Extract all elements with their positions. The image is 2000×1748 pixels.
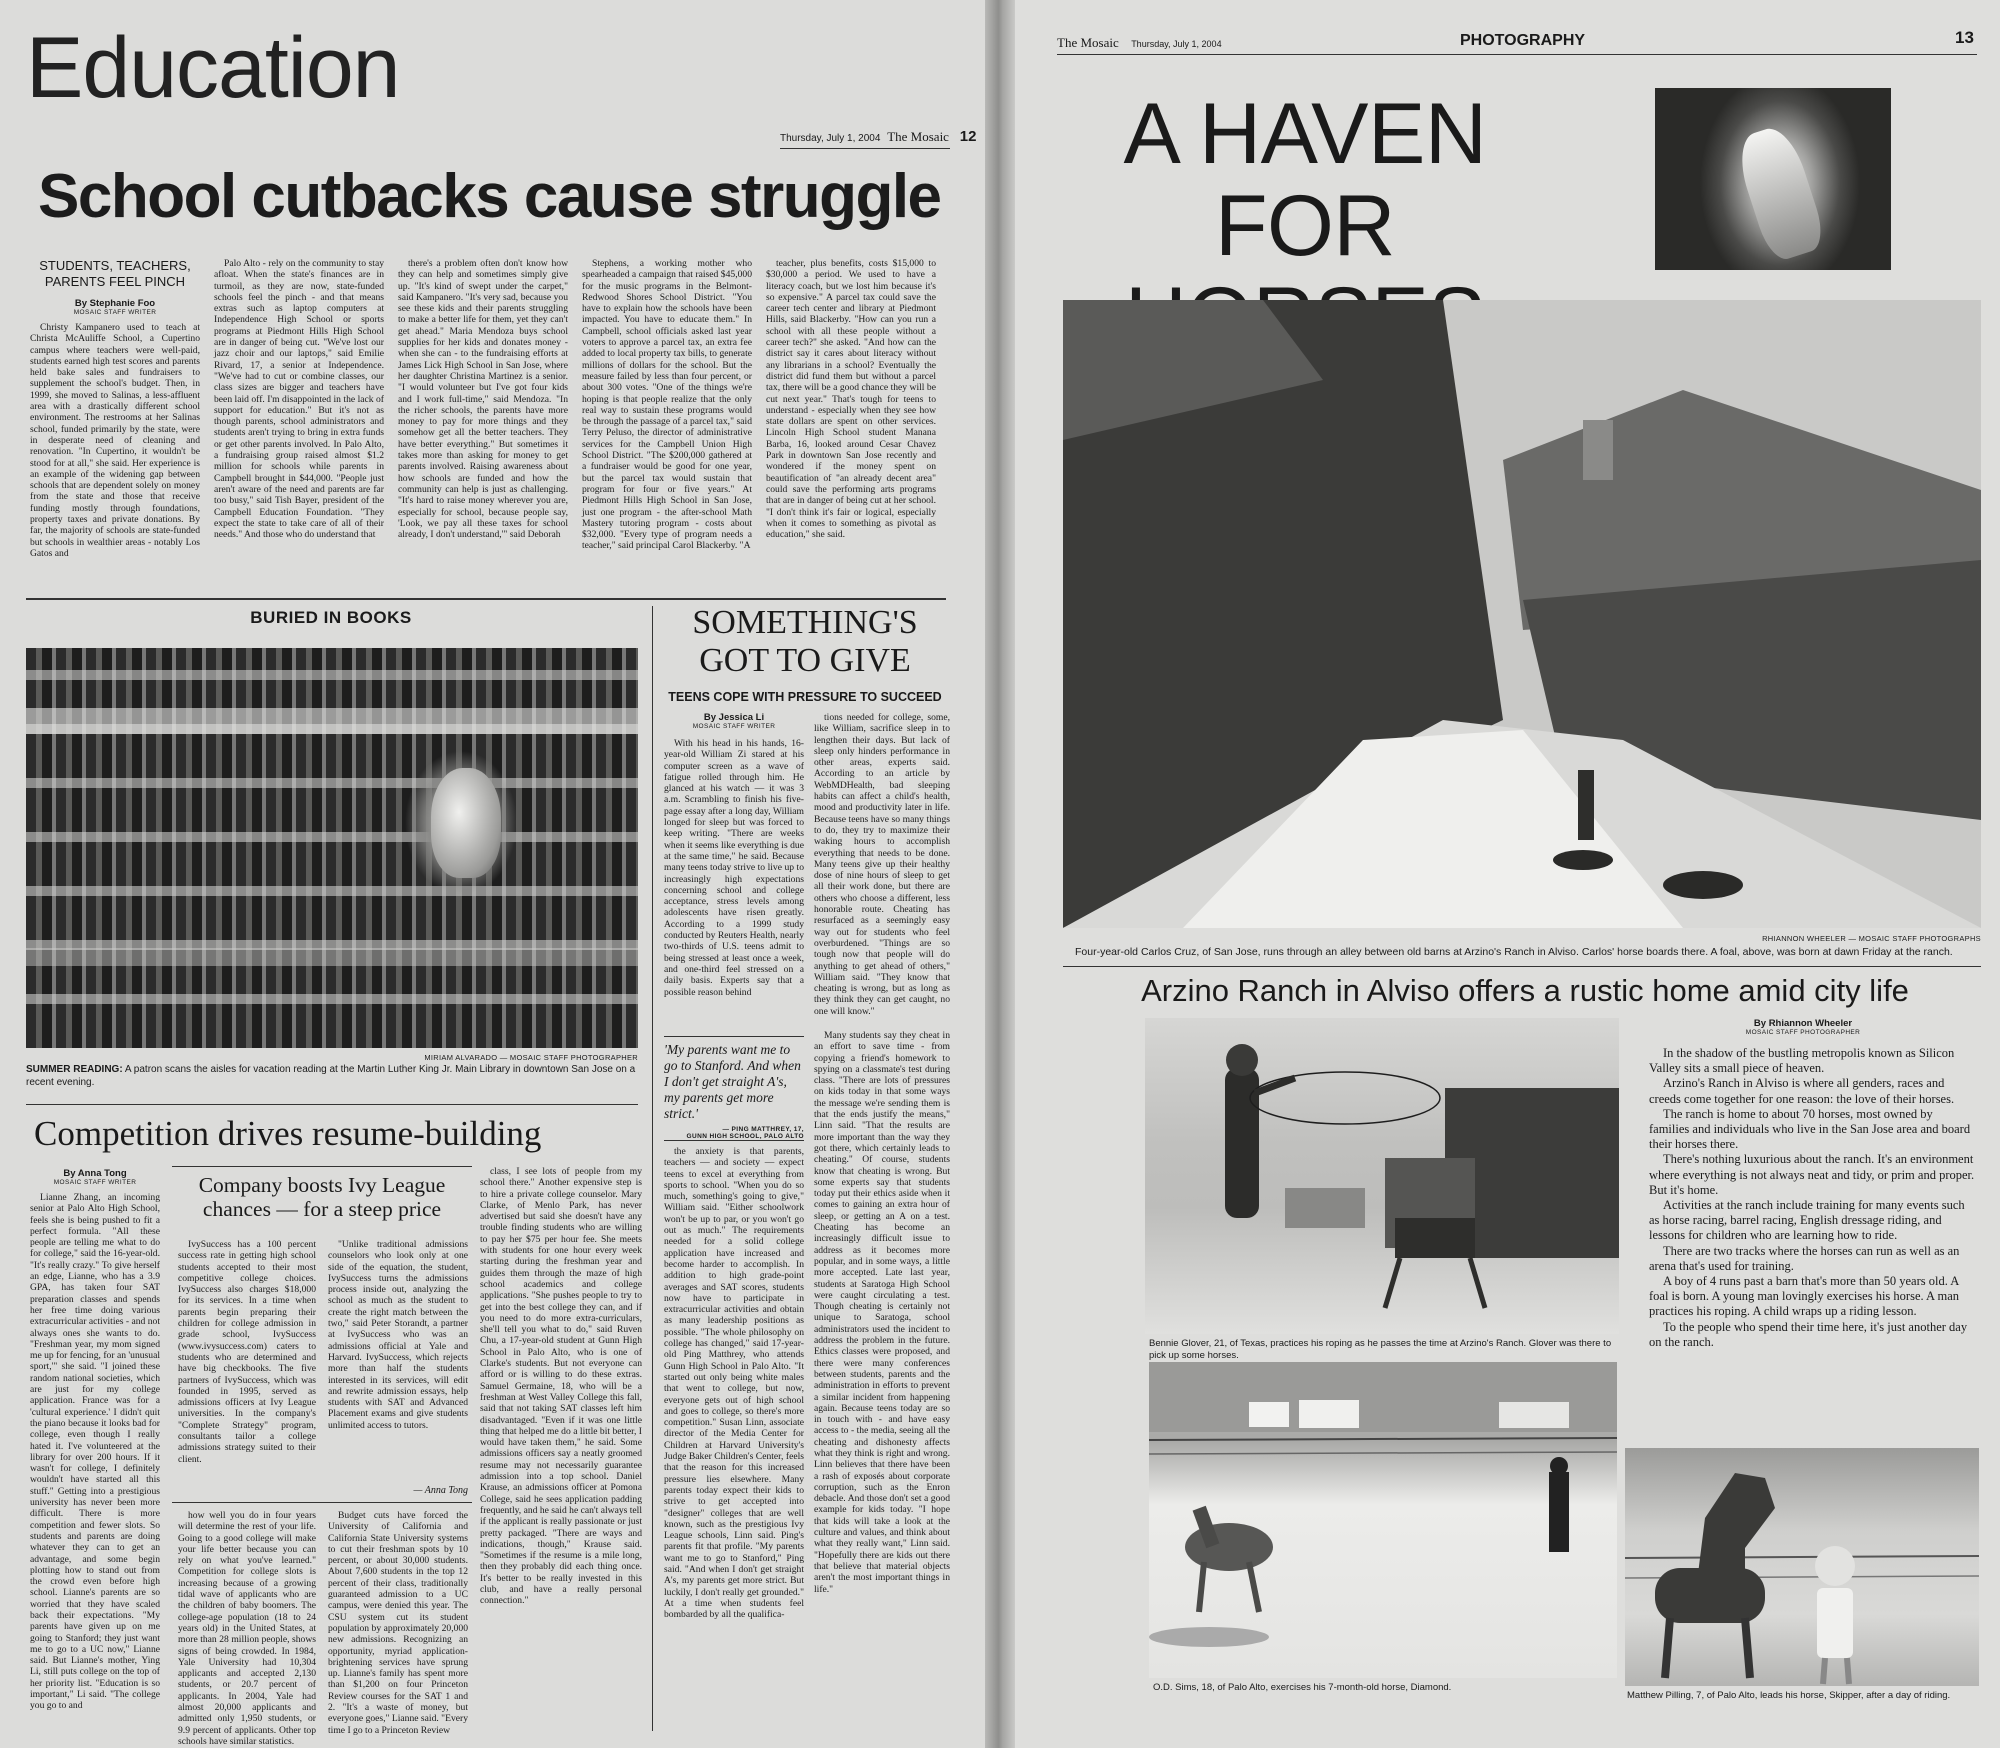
ranch-paragraph: Activities at the ranch include training for many events such as horse racing, barrel racing, English dressage riding, and lessons for children who are learning how to ride. (1649, 1198, 1965, 1243)
something-staff: MOSAIC STAFF WRITER (692, 723, 776, 730)
pullquote-text: 'My parents want me to go to Stanford. And when I don't get straight A's, my parents get more strict.' (664, 1042, 801, 1121)
patron-face (431, 768, 501, 878)
ranch-paragraph: A boy of 4 runs past a barn that's more than 50 years old. A foal is born. A young man lovingly exercises his horse. A man practices his roping. A child wraps up a riding lesson. (1649, 1274, 1960, 1319)
right-folio-paper: The Mosaic (1057, 35, 1119, 50)
company-headline: Company boosts Ivy League chances — for a steep price (198, 1173, 446, 1221)
main-subhead: STUDENTS, TEACHERS, PARENTS FEEL PINCH (39, 258, 191, 289)
pullquote-attr-1: — PING MATTHREY, 17, (722, 1126, 804, 1133)
library-photo-credit: MIRIAM ALVARADO — MOSAIC STAFF PHOTOGRAPHER (424, 1053, 638, 1062)
vertical-rule (652, 606, 653, 1731)
pilling-photo (1625, 1448, 1979, 1686)
something-col-1-cont (664, 1146, 804, 1736)
pullquote (664, 1042, 804, 1140)
competition-byline-block (30, 1168, 160, 1186)
paragraph: there's a problem often don't know how they can help and sometimes simply give up. "It's kind of swept under the carpet," said Kampanero. "It's very sad, because you see these kids and their parents struggling to make a better life for them, yet they can't get ahead." Maria Mendoza buys school supplies for her kids and donates money - when she can - to the fundraising efforts at James Lick High School in San Jose, where her daughter Christina Martinez is a senior. "I would volunteer but I've got four kids and I work full-time," said Mendoza. "In the richer schools, the parents have more money to pay for more things and they somehow get all the better teachers. They have better everything." But sometimes it takes more than asking for money to get parents involved. Raising awareness about how schools are funded and how the community can help is just as challenging. "It's hard to raise money wherever you are, especially for school, because people say, 'Look, we pay all these taxes for school already, I don't understand,'" said Deborah (398, 258, 568, 541)
ranch-subhead: Arzino Ranch in Alviso offers a rustic home amid city life (1141, 973, 1909, 1008)
ranch-paragraph: To the people who spend their time here, it's just another day on the ranch. (1649, 1319, 1968, 1349)
company-col-2 (328, 1239, 468, 1484)
competition-col-2 (178, 1510, 316, 1747)
right-folio-date: Thursday, July 1, 2004 (1131, 39, 1222, 49)
foal-head (1731, 122, 1828, 264)
main-staff: MOSAIC STAFF WRITER (73, 309, 157, 316)
something-headline-line-1: SOMETHING'S (692, 604, 918, 641)
roping-photo (1145, 1018, 1619, 1334)
paragraph: Palo Alto - rely on the community to stay afloat. When the state's finances are in turmoil, as they are now, state-funded schools feel the pinch - and that means extras such as laptop computers at Independence High School or sports programs at Piedmont Hills High School are in danger of being cut. "We've lost our jazz choir and our laptops," said Emilie Rivard, 17, a senior at Independence. "We've had to cut or combine classes, our class sizes are bigger and teachers have been laid off. I'm disappointed in the lack of support for education." But it's not as though parents, school administrators and students aren't trying to bring in extra funds or get other parents involved. In Palo Alto, a fundraising group raised almost $1.2 million for schools while parents in Campbell brought in $44,000. "People just aren't aware of the need and parents are far too busy," said Tish Bayer, president of the Campbell Education Foundation. "They expect the state to take care of all of their needs." And those who do understand that (214, 258, 384, 541)
library-caption-lead: SUMMER READING: (26, 1064, 123, 1075)
haven-title-line-2: FOR (1214, 178, 1396, 274)
ranch-byline: By Rhiannon Wheeler (1753, 1018, 1853, 1029)
something-col-1 (664, 738, 804, 1022)
paragraph: "Unlike traditional admissions counselors who look only at one side of the equation, the student, IvySuccess turns the admissions process inside out, analyzing the school as much as the student to create the right match between the two," said Peter Storandt, a partner at IvySuccess who was an admissions official at Yale and Harvard. IvySuccess, which rejects more than half the students interested in its services, will edit and rewrite admission essays, help students with SAT and Advanced Placement exams and give students unlimited access to tutors. (328, 1239, 468, 1431)
barn-alley-photo (1063, 300, 1981, 928)
paragraph: the anxiety is that parents, teachers — and society — expect teens to excel at everything from sports to school. "When you do so much, something's going to give," William said. "Either schoolwork won't be up to par, or you won't go out as much." The requirements needed for a solid college application have increased and become harder to accomplish. In addition to high grade-point averages and SAT scores, students now have to participate in extracurricular activities and obtain as many leadership positions as possible. "The whole philosophy on college has changed," said 17-year-old Ping Matthrey, who attends Gunn High School in Palo Alto. "It started out only being white males that went to college, but now, everyone gets out of high school and goes to college, so there's more competition." Susan Linn, associate director of the Media Center for Children at Harvard University's Judge Baker Children's Center, feels that the reason for this increased pressure lies elsewhere. Many parents today expect their kids to strive to get accepted into "designer" colleges that are well known, such as the prestigious Ivy League schools, Linn said. Ping's parents fit that profile. "My parents want me to go to Stanford," Ping said. "And when I don't get straight A's, my parents get more strict. But luckily, I don't really get grounded." At a time when students feel bombarded by all the qualifica- (664, 1146, 804, 1621)
main-story-col-4 (582, 258, 752, 590)
main-story-col-1 (30, 322, 200, 590)
ranch-paragraph: In the shadow of the bustling metropolis known as Silicon Valley sits a small piece of heaven. (1649, 1046, 1955, 1076)
ranch-paragraph: There are two tracks where the horses can run as well as an arena that's used for training. (1649, 1243, 1960, 1273)
main-byline-block (30, 298, 200, 316)
folio-date: Thursday, July 1, 2004 (780, 133, 881, 144)
library-caption (26, 1064, 638, 1089)
competition-headline: Competition drives resume-building (34, 1114, 542, 1153)
library-caption-text: A patron scans the aisles for vacation reading at the Martin Luther King Jr. Main Library in downtown San Jose on a recent evening. (26, 1064, 636, 1088)
something-byline: By Jessica Li (703, 712, 765, 723)
paragraph: Many students say they cheat in an effort to save time - from copying a friend's homework to spying on a classmate's test during class. "There are lots of pressures on kids today in that some ways the message we're sending them is that the ends justify the means," Linn said. "That the results are more important than the way they got there, which certainly leads to cheating." Of course, students know that cheating is wrong. But some experts say that students today put their ethics aside when it comes to gaining an extra hour of sleep, or getting an A on a test. Cheating has become an increasingly difficult issue to address as it becomes more popular, and in some ways, a little more accepted. Late last year, students at Saratoga High School were caught circulating a test. Though cheating is certainly not unique to Saratoga, school administrators used the incident to address the problem in the future. Ethics classes were proposed, and there were many conferences between students, parents and the administration in efforts to prevent a similar incident from happening again. Because teens today are so in touch with - and have easy access to - the media, seeing all the cheating and dishonesty affects what they think is right and wrong. Linn believes that there have been a rash of exposés about corporate corruption, such as the Enron debacle. And those don't set a good example for kids today. "I hope that kids will take a look at the culture and values, and think about what they really want," Linn said. "Hopefully there are kids out there that believe that material objects aren't the most important things in life." (814, 1030, 950, 1595)
pilling-illustration (1625, 1448, 1979, 1686)
right-section-label: PHOTOGRAPHY (1460, 32, 1586, 49)
something-col-2-cont (814, 1030, 950, 1736)
haven-title-line-1: A HAVEN (1123, 86, 1487, 182)
caption-rule-right (1063, 966, 1981, 967)
right-folio-rule (1057, 54, 1977, 55)
main-photo-caption: Four-year-old Carlos Cruz, of San Jose, runs through an alley between old barns at Arzino's Ranch in Alviso. Carlos' horse boards there. A foal, above, was born at dawn Friday at the ranch. (1075, 946, 1953, 958)
buried-label: BURIED IN BOOKS (250, 608, 412, 627)
pullquote-rule-top (664, 1036, 804, 1037)
section-title: Education (26, 20, 400, 116)
pullquote-attr-2: GUNN HIGH SCHOOL, PALO ALTO (686, 1133, 804, 1140)
paragraph: how well you do in four years will determine the rest of your life. Going to a good college will make your life better because you can rely on what you've learned." Competition for college slots is increasing because of a growing tidal wave of applicants who are the children of baby boomers. The college-age population (18 to 24 years old) in the United States, at more than 28 million people, shows signs of being crowded. In 1984, Yale University had 10,304 applicants and accepted 2,130 students, or 20.7 percent of applicants. In 2004, Yale had almost 20,000 applicants and admitted only 1,950 students, or 9.9 percent of applicants. Other top schools have similar statistics. (178, 1510, 316, 1747)
competition-col-4 (480, 1166, 642, 1736)
competition-staff: MOSAIC STAFF WRITER (53, 1179, 137, 1186)
right-page-number: 13 (1955, 28, 1974, 47)
company-box (172, 1166, 472, 1501)
roping-caption: Bennie Glover, 21, of Texas, practices his roping as he passes the time at Arzino's Ranch. Glover was there to pick up some horses. (1149, 1338, 1612, 1361)
page-gutter (985, 0, 1015, 1748)
left-page (0, 0, 985, 1748)
something-subhead: TEENS COPE WITH PRESSURE TO SUCCEED (668, 690, 942, 704)
main-photo-credit: RHIANNON WHEELER — MOSAIC STAFF PHOTOGRAPHS (1762, 934, 1981, 943)
library-photo (26, 648, 638, 1048)
main-story-col-2 (214, 258, 384, 590)
something-col-2 (814, 712, 950, 1026)
roping-illustration (1145, 1018, 1619, 1334)
right-folio (1057, 34, 1222, 52)
competition-col-1 (30, 1192, 160, 1737)
main-headline: School cutbacks cause struggle (38, 162, 941, 231)
sims-illustration (1149, 1362, 1617, 1678)
paragraph: teacher, plus benefits, costs $15,000 to $30,000 a period. We used to have a literacy coach, but we lost him because it's so expensive." A parcel tax could save the career tech center and library at Piedmont Hills, said Blackerby. "How can you run a school with all these people without a career tech?" she asked. "And how can the district say it cares about literacy without any librarians in a school? Eventually the district did fund them but without a parcel tax, there will be a good chance they will be cut next year." That's tough for teens to understand - especially when they see how state dollars are spent on other services. Lincoln High School student Manana Barba, 16, looked around Cesar Chavez Park in downtown San Jose recently and wondered if the money spent on beautification of "an already decent area" could save the performing arts programs that are in danger of being cut at her school. "I don't think it's fair or logical, especially when it comes to something as pivotal as education," she said. (766, 258, 936, 541)
ranch-byline-block (1631, 1018, 1975, 1036)
something-headline (660, 604, 950, 680)
folio-rule (780, 148, 950, 149)
paragraph: Stephens, a working mother who spearheaded a campaign that raised $45,000 for the music programs in the Belmont-Redwood Shores School District. "You have to explain how the schools have been impacted. You have to educate them." In Campbell, school officials asked last year voters to approve a parcel tax, an extra fee added to local property tax bills, to generate millions of dollars for the school. But the measure failed by less than four percent, or about 300 votes. "One of the things we're hoping is that people realize that the only real way to sustain these programs would be through the passage of a parcel tax," said Terry Peluso, the director of administrative services for the Campbell Union High School District. "The $200,000 gathered at a fundraiser would be good for one year, but the parcel tax would sustain that program for four or five years." At Piedmont Hills High School in San Jose, just one program - the after-school Math Mastery tutoring program - costs about $32,000. "Every type of program needs a teacher," said principal Carol Blackerby. "A (582, 258, 752, 552)
section-rule (26, 598, 946, 600)
paragraph: class, I see lots of people from my school there." Another expensive step is to hire a private college counselor. Mary Clarke, of Menlo Park, has never advertised but said she doesn't have any trouble finding students who are willing to pay her $75 per hour fee. She meets with students for one hour every week starting during the freshman year and guides them through the maze of high school academics and college applications. "She pushes people to try to get into the best college they can, and if you need to do more extra-curriculars, she'll tell you what to do," said Ruven Chu, a 17-year-old student at Gunn High School in Palo Alto, who is one of Clarke's students. But not everyone can afford or is willing to do these extras. Samuel Germaine, 18, who will be a freshman at West Valley College this fall, said that not taking SAT classes left him disadvantaged. "Even if it was one little thing that helped me do a little bit better, I would have taken them," he said. Some admissions officers say a neatly groomed resume may not necessarily guarantee admission into a top school. Daniel Krause, an admissions officer at Pomona College, said he sees application padding frequently, and he said he can't always tell if the applicant is really passionate or just pretty packaged. "There are ways and indications, though," Krause said. "Sometimes if the resume is a mile long, then they probably did each thing once. It's better to be really invested in this club, and have a really personal connection." (480, 1166, 643, 1607)
competition-col-3 (328, 1510, 468, 1736)
main-story-col-3 (398, 258, 568, 590)
page-number: 12 (959, 128, 977, 145)
ranch-paragraph: The ranch is home to about 70 horses, most owned by families and individuals who live in the San Jose area and board their horses there. (1649, 1106, 1971, 1152)
company-col-1 (178, 1239, 316, 1497)
ranch-story (1649, 1046, 1975, 1350)
caption-rule (26, 1104, 638, 1105)
paragraph: Lianne Zhang, an incoming senior at Palo Alto High School, feels she is being pushed to fit a perfect formula. "All these people are telling me what to do for college," said the 16-year-old. "It's really crazy." To give herself an edge, Lianne, who has a 3.9 GPA, has taken four SAT preparation classes and spends her free time doing various extracurricular activities - and not always ones she wants to do. "Freshman year, my mom signed me up for fencing, for an 'unusual sport,'" she said. "I joined these random national societies, which are just for my college application. France was for a 'cultural experience.' I didn't quit the piano because it looks bad for college, even though I really hated it. I've volunteered at the library for over 200 hours. If it wasn't for college, I definitely wouldn't have started all this stuff." Getting into a prestigious university has never been more difficult. There is more competition and fewer slots. So students and parents are doing whatever they can to get an advantage, and some begin plotting how to stand out from the crowd even before high school. Lianne's parents are so worried that they have scaled back their expectations. "My parents have given up on me going to Stanford; they just want me to go to a UC now," Lianne said. But Lianne's mother, Ying Li, still puts college on the top of her priority list. "Education is so important," Li said. "The college you go to and (30, 1192, 160, 1712)
barn-alley-illustration (1063, 300, 1981, 928)
paragraph: IvySuccess has a 100 percent success rate in getting high school students accepted to their most competitive college choices. IvySuccess also charges $18,000 for its services. In a time when parents begin preparing their children for college admission in grade school, IvySuccess (www.ivysuccess.com) caters to students who are determined and have big checkbooks. The five partners of IvySuccess, which was founded in 1995, served as admissions officers at Ivy League universities. In the company's "Complete Strategy" program, consultants tailor a college admissions strategy suited to their client. (178, 1239, 316, 1465)
sims-caption: O.D. Sims, 18, of Palo Alto, exercises his 7-month-old horse, Diamond. (1153, 1682, 1452, 1693)
competition-byline: By Anna Tong (63, 1168, 127, 1179)
folio-paper: The Mosaic (887, 129, 949, 144)
ranch-paragraph: Arzino's Ranch in Alviso is where all genders, races and creeds come together for one reason: the love of their horses. (1649, 1076, 1955, 1106)
company-signoff: — Anna Tong (413, 1485, 468, 1496)
ranch-staff: MOSAIC STAFF PHOTOGRAPHER (1745, 1029, 1861, 1036)
pilling-caption: Matthew Pilling, 7, of Palo Alto, leads his horse, Skipper, after a day of riding. (1627, 1690, 1951, 1701)
right-page (1015, 0, 2000, 1748)
ranch-paragraph: There's nothing luxurious about the ranch. It's an environment where everything is not always neat and tidy, or prim and proper. But it's home. (1649, 1152, 1975, 1197)
sims-photo (1149, 1362, 1617, 1678)
paragraph: With his head in his hands, 16-year-old William Zi stared at his computer screen as a wave of fatigue rolled through him. He glanced at his watch — it was 3 a.m. Scrambling to finish his five-page essay after a long day, William longed for sleep but was forced to keep writing. "There are weeks when it seems like everything is due at the same time," he said. Because many teens today strive to live up to increasingly high expectations concerning school and college acceptance, stress levels among adolescents have risen greatly. According to a 1999 study conducted by Reuters Health, nearly two-thirds of U.S. teens admit to being stressed at least once a week, and one-third feel stressed on a daily basis. Experts say that a possible reason behind (664, 738, 804, 998)
paragraph: Christy Kampanero used to teach at Christa McAuliffe School, a Cupertino campus where teachers were well-paid, students earned high test scores and parents held bake sales and fundraisers to supplement the school's budget. Then, in 1999, she moved to Salinas, a less-affluent area with a drastically different school environment. The restrooms at her Salinas school, funded primarily by the state, were in desperate need of cleaning and renovation. "In Cupertino, it wouldn't be stood for at all," she said. Her experience is an example of the widening gap between schools that are dependent solely on money from the state and those that receive funding mostly through foundations, property taxes and private donations. By far, the majority of schools are state-funded but schools in wealthier areas - notably Los Gatos and (30, 322, 200, 559)
shelf-highlight (26, 708, 638, 734)
something-byline-block (664, 712, 804, 730)
paragraph: Budget cuts have forced the University of California and California State University systems to cut their freshman spots by 10 percent, or about 30,000 students. About 7,600 students in the top 12 percent of their class, traditionally guaranteed admission to a UC campus, were denied this year. The CSU system cut its student population by approximately 20,000 new admissions. Recognizing an opportunity, myriad application-brightening services have sprung up. Lianne's family has spent more than $1,200 on four Princeton Review courses for the SAT 1 and 2. "It's a waste of money, but everyone goes," Lianne said. "Every time I go to a Princeton Review (328, 1510, 468, 1736)
paragraph: tions needed for college, some, like William, sacrifice sleep in to lengthen their days. But lack of sleep only hinders performance in other areas, experts said. According to an article by WebMDHealth, bad sleeping habits can affect a child's health, mood and productivity later in life. Because teens have so many things to do, they try to maximize their waking hours to accomplish everything that needs to be done. Many teens give up their healthy dose of nine hours of sleep to get all their work done, but there are others who choose a different, less honorable route. Cheating has resurfaced as a seemingly easy way out for students who feel overburdened. "Things are so tough now that people will do anything to get ahead of others," William said. "They know that cheating is wrong, but as long as they think they can get caught, no one will know." (814, 712, 950, 1017)
company-box-bottom-rule (172, 1502, 472, 1503)
shelf-highlight (26, 948, 638, 966)
main-byline: By Stephanie Foo (74, 298, 156, 309)
folio (780, 128, 976, 145)
pullquote-rule-bottom (664, 1140, 804, 1141)
main-story-col-5 (766, 258, 936, 590)
foal-photo (1655, 88, 1891, 270)
something-headline-line-2: GOT TO GIVE (699, 642, 911, 679)
